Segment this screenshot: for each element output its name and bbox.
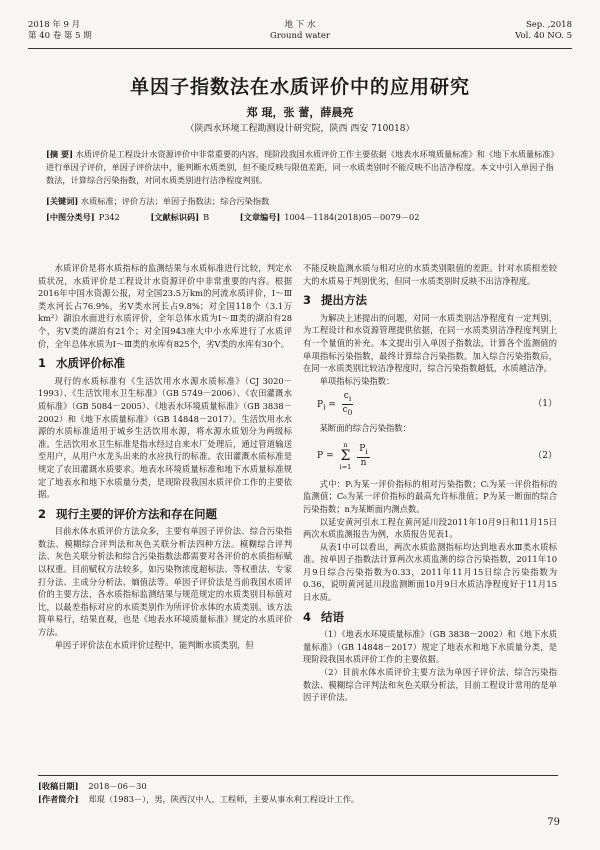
doc-code-label: [文献标识码] [150, 212, 200, 222]
section-3-paragraph-1: 为解决上述提出的问题，对同一水质类别洁净程度有一定判别，为工程设计和水资源管理提供依据，在同一水质类别洁净程度判别上有一个量值的补充。本文提出引入单因子指数法，计算各个监测值的单项指标污染指数，最终计算综合污染指数。加入综合污染指数后，在同一水质类别比较洁净程度时，综合污染指数越低，水质越洁净。 [303, 312, 557, 374]
eq1-fraction [342, 391, 353, 418]
equation-2-number: （2） [533, 450, 557, 461]
eq2-lhs: P [317, 450, 324, 461]
section-4-heading [303, 611, 557, 624]
eq2-equals: = [326, 450, 334, 461]
clc-entry [46, 212, 134, 222]
eq2-denominator: n [360, 458, 367, 469]
received-date [38, 780, 558, 793]
classification-meta [46, 211, 566, 224]
section-4-paragraph-2: （2）目前水体水质评价主要方法为单因子评价法、综合污染指数法、模糊综合评判法和灰色关联分析法，目前工程设计常用的是单因子评价法。 [303, 667, 557, 703]
header-center [28, 20, 572, 42]
abstract [46, 148, 556, 187]
clc-label: [中图分类号] [46, 212, 95, 222]
header-date-en: Sep. ,2018 [525, 20, 572, 30]
section-3-paragraph-2: 式中：Pᵢ为某一评价指标的相对污染指数；Cᵢ为某一评价指标的监测值；C₀为某一评价指标的最高允许标准值；P为某一断面的综合污染指数；n为某断面内测点数。 [303, 478, 557, 514]
author-bio-label: [作者简介] [38, 794, 79, 804]
intro-paragraph: 水质评价是将水质指标的监测结果与水质标准进行比较，判定水质状况，水质评价是工程设计水资源评价中非常重要的内容。根据2016年中国水资源公报，对全国23.5万km的河流水质评价，Ⅰ～Ⅲ类水河长占76.9%，劣Ⅴ类水河长占9.8%；对全国118个（3.1万km²）湖泊水面进行水质评价，全年总体水质为Ⅰ～Ⅲ类的湖泊有28个，劣Ⅴ类的湖泊有21个；对全国943座大中小水库进行了水质评价，全年总体水质为Ⅰ～Ⅲ类的水库有825个，劣Ⅴ类的水库有30个。 [38, 263, 292, 349]
keywords-text: 水质标准；评价方法；单因子指数法；综合污染指数 [80, 196, 270, 206]
eq1-num-sub: i [348, 394, 352, 404]
abstract-text: 水质评价是工程设计水资源评价中非常重要的内容，现阶段我国水质评价工作主要依据《地表水环境质量标准》和《地下水质量标准》进行单因子评价，单因子评价法中，能判断水质类别，但不能反映与限值差距，同一水质类别时不能反映不出洁净程度。本文中引入单因子指数法，计算综合污染指数，对同水质类别进行洁净程度判别。 [46, 149, 555, 185]
running-header [28, 20, 572, 49]
eq1-num-var: c [343, 391, 349, 402]
eq2-num-sub: i [365, 447, 368, 457]
eq1-denominator [343, 405, 353, 418]
left-column [38, 262, 292, 651]
sigma-icon: Σ [340, 448, 351, 465]
eq1-lhs-sub: i [323, 402, 326, 412]
eq2-fraction [357, 444, 369, 468]
section-1-title: 水质评价标准 [56, 356, 126, 371]
eq2-num-var: P [359, 444, 366, 455]
section-3-heading [303, 294, 557, 307]
eq1-den-var: c [342, 405, 348, 416]
formula-1-label: 单项指标污染指数： [319, 375, 395, 386]
article-number-label: [文章编号] [239, 212, 281, 222]
page-number: 79 [547, 817, 560, 828]
header-right [515, 20, 572, 42]
received-value: 2018－06－30 [88, 781, 147, 791]
eq1-equals: = [328, 400, 336, 411]
doc-code-value: B [203, 212, 210, 222]
section-2-paragraph-2: 单因子评价法在水质评价过程中，能判断水质类别，但 [54, 639, 254, 650]
section-1-paragraph: 现行的水质标准有《生活饮用水水源水质标准》（CJ 3020－1993）、《生活饮用水卫生标准》（GB 5749－2006）、《农田灌溉水质标准》（GB 5084－2005）、《地表水环境质量标准》（GB 3838－2002）和《地下水质量标准》（GB 14848－2017）。生活饮用水水源的水质标准适用于城乡生活饮用水源，将水源水质划分为两级标准。生活饮用水卫生标准是指水经过自来水厂处理后，通过管道输送至用户，从用户水龙头出来的水应执行的标准。农田灌溉水质标准是规定了农田灌溉水质要求。地表水环境质量标准和地下水质量标准规定了地表水和地下水质量分类，是现阶段我国水质评价工作的主要依据。 [38, 375, 292, 500]
header-volume-en: Vol. 40 NO. 5 [515, 31, 572, 41]
paper-title: 单因子指数法在水质评价中的应用研究 [129, 76, 470, 98]
right-column [303, 262, 557, 704]
section-2-paragraph-1: 目前水体水质评价方法众多，主要有单因子评价法、综合污染指数法、模糊综合评判法和灰色关联分析法四种方法。模糊综合评判法、灰色关联分析法和综合污染指数法都需要对各评价的水质指标赋以权重。目前赋权方法较多，如污染物浓度超标法、等权重法、专家打分法、主成分分析法、熵值法等。单因子评价法是当前我国水质评价的主要方法，各水质指标监测结果与规范规定的水质类别目标值对比，以最差指标对应的水质类别作为所评价水体的水质类别。该方法简单易行，结果直观，也是《地表水环境质量标准》规定的水质评价方法。 [38, 526, 292, 638]
journal-name-cn: 地 下 水 [284, 20, 316, 30]
paper-affiliation: （陕西水环境工程勘测设计研究院，陕西 西安 710018） [185, 124, 415, 134]
header-volume: 第 40 卷 第 5 期 [28, 31, 92, 41]
article-number-value: 1004－1184(2018)05－0079－02 [284, 212, 420, 222]
journal-name-en: Ground water [270, 31, 330, 41]
section-4-paragraph-1: （1）《地表水环境质量标准》（GB 3838－2002）和《地下水质量标准》（GB 14848－2017）规定了地表水和地下水质量分类，是现阶段我国水质评价工作的主要依据。 [303, 629, 557, 665]
clc-value: P342 [98, 212, 120, 222]
equation-1-body [317, 391, 356, 418]
keywords [46, 195, 556, 208]
eq2-numerator [357, 444, 369, 458]
section-2-number: 2 [38, 506, 47, 521]
section-3-number: 3 [303, 293, 312, 308]
eq2-sum-top: n [343, 440, 348, 449]
equation-2-body [317, 439, 373, 474]
footnote [38, 775, 558, 806]
section-3-title: 提出方法 [321, 293, 368, 308]
continued-paragraph: 不能反映监测水质与相对应的水质类别限值的差距。针对水质相差较大的水质易于判别优劣，但同一水质类别时反映不出洁净程度。 [303, 263, 557, 286]
section-2-title: 现行主要的评价方法和存在问题 [56, 506, 218, 521]
eq1-lhs: P [317, 400, 324, 411]
received-label: [收稿日期] [38, 781, 79, 791]
section-4-title: 结语 [321, 609, 345, 624]
section-4-number: 4 [303, 609, 312, 624]
formula-2-label: 某断面的综合污染指数： [319, 422, 411, 433]
author-bio [38, 793, 558, 806]
equation-1-number: （1） [533, 399, 557, 410]
abstract-label: [摘 要] [46, 149, 73, 159]
section-1-heading [38, 357, 292, 370]
article-number-entry [240, 212, 434, 222]
section-1-number: 1 [38, 356, 47, 371]
eq1-numerator [342, 391, 353, 405]
doc-code-entry [150, 212, 223, 222]
section-3-paragraph-4: 从表1中可以看出，两次水质监测指标均达到地表水Ⅲ类水质标准。按单因子指数法计算两次水质监测的综合污染指数，2011年10月9日综合污染指数为0.33，2011年11月15日综合污染指数为0.36，说明黄河延川段监测断面10月9日水质洁净程度好于11月15日水质。 [303, 541, 557, 603]
eq2-sum-bottom: i=1 [339, 463, 352, 472]
equation-2 [303, 439, 557, 474]
equation-1 [303, 391, 557, 418]
eq2-sum [340, 439, 352, 474]
header-date: 2018 年 9 月 [28, 20, 81, 30]
eq1-den-sub: 0 [347, 407, 353, 417]
section-2-heading [38, 508, 292, 521]
paper-authors: 郑 琨，张 蕾，薛晨亮 [246, 106, 354, 119]
keywords-label: [关键词] [46, 196, 79, 206]
section-3-paragraph-3: 以延安黄河引水工程在黄河延川段2011年10月9日和11月15日两次水质监测报告为例，水质报告见表1。 [303, 516, 557, 540]
author-bio-value: 郑琨（1983－），男，陕西汉中人，工程师，主要从事水利工程设计工作。 [88, 794, 360, 804]
